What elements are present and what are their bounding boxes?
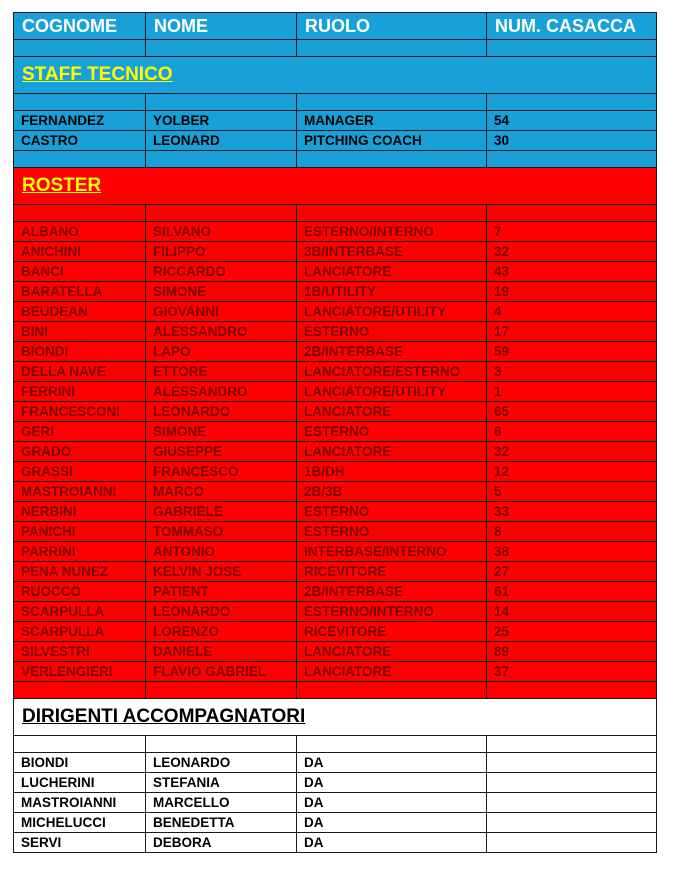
- table-row: [14, 242, 657, 262]
- table-row: [14, 482, 657, 502]
- num-casacca-cell: 7: [487, 222, 657, 242]
- num-casacca-cell: 33: [487, 502, 657, 522]
- table-row: [14, 602, 657, 622]
- team-list-body: [14, 13, 657, 853]
- empty-cell: [146, 151, 297, 168]
- nome-cell: LEONARDO: [146, 602, 297, 622]
- cognome-cell: PENA NUNEZ: [14, 562, 146, 582]
- num-casacca-cell: [487, 793, 657, 813]
- ruolo-cell: DA: [297, 793, 487, 813]
- num-casacca-cell: 30: [487, 131, 657, 151]
- nome-cell: LORENZO: [146, 622, 297, 642]
- nome-cell: GIOVANNI: [146, 302, 297, 322]
- nome-cell: KELVIN JOSE: [146, 562, 297, 582]
- empty-cell: [146, 94, 297, 111]
- num-casacca-cell: [487, 753, 657, 773]
- cognome-cell: SCARPULLA: [14, 602, 146, 622]
- header-num-casacca: NUM. CASACCA: [487, 13, 657, 40]
- nome-cell: LEONARD: [146, 131, 297, 151]
- empty-cell: [297, 151, 487, 168]
- table-row: [14, 622, 657, 642]
- num-casacca-cell: 3: [487, 362, 657, 382]
- empty-cell: [146, 40, 297, 57]
- table-row: [14, 502, 657, 522]
- cognome-cell: GRASSI: [14, 462, 146, 482]
- empty-cell: [297, 205, 487, 222]
- num-casacca-cell: 14: [487, 602, 657, 622]
- ruolo-cell: LANCIATORE/UTILITY: [297, 382, 487, 402]
- cognome-cell: VERLENGIERI: [14, 662, 146, 682]
- nome-cell: TOMMASO: [146, 522, 297, 542]
- header-ruolo: RUOLO: [297, 13, 487, 40]
- num-casacca-cell: 37: [487, 662, 657, 682]
- nome-cell: FLAVIO GABRIEL: [146, 662, 297, 682]
- num-casacca-cell: 54: [487, 111, 657, 131]
- nome-cell: GABRIELE: [146, 502, 297, 522]
- ruolo-cell: PITCHING COACH: [297, 131, 487, 151]
- empty-cell: [297, 94, 487, 111]
- section-dirigenti: [14, 699, 657, 736]
- empty-cell: [487, 94, 657, 111]
- nome-cell: SIMONE: [146, 282, 297, 302]
- ruolo-cell: DA: [297, 753, 487, 773]
- nome-cell: LEONARDO: [146, 402, 297, 422]
- cognome-cell: PANICHI: [14, 522, 146, 542]
- cognome-cell: BARATELLA: [14, 282, 146, 302]
- ruolo-cell: ESTERNO: [297, 422, 487, 442]
- empty-cell: [14, 151, 146, 168]
- table-row: [14, 402, 657, 422]
- num-casacca-cell: 61: [487, 582, 657, 602]
- cognome-cell: RUOCCO: [14, 582, 146, 602]
- num-casacca-cell: 65: [487, 402, 657, 422]
- empty-cell: [487, 736, 657, 753]
- nome-cell: LEONARDO: [146, 753, 297, 773]
- cognome-cell: CASTRO: [14, 131, 146, 151]
- ruolo-cell: ESTERNO: [297, 502, 487, 522]
- nome-cell: MARCO: [146, 482, 297, 502]
- ruolo-cell: LANCIATORE: [297, 402, 487, 422]
- cognome-cell: LUCHERINI: [14, 773, 146, 793]
- ruolo-cell: 3B/INTERBASE: [297, 242, 487, 262]
- cognome-cell: DELLA NAVE: [14, 362, 146, 382]
- nome-cell: YOLBER: [146, 111, 297, 131]
- cognome-cell: ALBANO: [14, 222, 146, 242]
- header-nome: NOME: [146, 13, 297, 40]
- nome-cell: SILVANO: [146, 222, 297, 242]
- table-row: [14, 813, 657, 833]
- nome-cell: GIUSEPPE: [146, 442, 297, 462]
- empty-cell: [297, 682, 487, 699]
- nome-cell: MARCELLO: [146, 793, 297, 813]
- ruolo-cell: DA: [297, 813, 487, 833]
- ruolo-cell: 1B/DH: [297, 462, 487, 482]
- table-row: [14, 422, 657, 442]
- ruolo-cell: LANCIATORE/UTILITY: [297, 302, 487, 322]
- cognome-cell: MASTROIANNI: [14, 793, 146, 813]
- section-title: STAFF TECNICO: [14, 57, 657, 94]
- table-row: [14, 562, 657, 582]
- num-casacca-cell: 12: [487, 462, 657, 482]
- num-casacca-cell: 19: [487, 282, 657, 302]
- table-row: [14, 111, 657, 131]
- spacer-row: [14, 205, 657, 222]
- nome-cell: ANTONIO: [146, 542, 297, 562]
- ruolo-cell: DA: [297, 833, 487, 853]
- nome-cell: DEBORA: [146, 833, 297, 853]
- cognome-cell: NERBINI: [14, 502, 146, 522]
- ruolo-cell: ESTERNO/INTERNO: [297, 602, 487, 622]
- table-row: [14, 362, 657, 382]
- ruolo-cell: ESTERNO: [297, 322, 487, 342]
- nome-cell: RICCARDO: [146, 262, 297, 282]
- cognome-cell: MASTROIANNI: [14, 482, 146, 502]
- table-row: [14, 462, 657, 482]
- empty-cell: [487, 682, 657, 699]
- nome-cell: FRANCESCO: [146, 462, 297, 482]
- nome-cell: ETTORE: [146, 362, 297, 382]
- header-cognome: COGNOME: [14, 13, 146, 40]
- num-casacca-cell: [487, 813, 657, 833]
- ruolo-cell: LANCIATORE: [297, 662, 487, 682]
- ruolo-cell: 2B/INTERBASE: [297, 342, 487, 362]
- table-row: [14, 642, 657, 662]
- nome-cell: FILIPPO: [146, 242, 297, 262]
- nome-cell: SIMONE: [146, 422, 297, 442]
- empty-cell: [146, 682, 297, 699]
- num-casacca-cell: 43: [487, 262, 657, 282]
- num-casacca-cell: 59: [487, 342, 657, 362]
- table-row: [14, 342, 657, 362]
- empty-cell: [14, 682, 146, 699]
- num-casacca-cell: 32: [487, 242, 657, 262]
- empty-cell: [487, 40, 657, 57]
- empty-cell: [14, 94, 146, 111]
- table-row: [14, 522, 657, 542]
- empty-cell: [297, 736, 487, 753]
- ruolo-cell: ESTERNO/INTERNO: [297, 222, 487, 242]
- table-row: [14, 542, 657, 562]
- table-row: [14, 302, 657, 322]
- ruolo-cell: RICEVITORE: [297, 562, 487, 582]
- section-roster: [14, 168, 657, 205]
- num-casacca-cell: 32: [487, 442, 657, 462]
- num-casacca-cell: 5: [487, 482, 657, 502]
- ruolo-cell: RICEVITORE: [297, 622, 487, 642]
- spacer-row: [14, 736, 657, 753]
- empty-cell: [146, 205, 297, 222]
- cognome-cell: FRANCESCONI: [14, 402, 146, 422]
- ruolo-cell: MANAGER: [297, 111, 487, 131]
- empty-cell: [146, 736, 297, 753]
- cognome-cell: FERNANDEZ: [14, 111, 146, 131]
- section-title: DIRIGENTI ACCOMPAGNATORI: [14, 699, 657, 736]
- num-casacca-cell: 1: [487, 382, 657, 402]
- ruolo-cell: LANCIATORE/ESTERNO: [297, 362, 487, 382]
- spacer-row: [14, 40, 657, 57]
- nome-cell: DANIELE: [146, 642, 297, 662]
- ruolo-cell: LANCIATORE: [297, 262, 487, 282]
- cognome-cell: GRADO: [14, 442, 146, 462]
- cognome-cell: BANCI: [14, 262, 146, 282]
- cognome-cell: SCARPULLA: [14, 622, 146, 642]
- num-casacca-cell: [487, 773, 657, 793]
- ruolo-cell: 1B/UTILITY: [297, 282, 487, 302]
- nome-cell: BENEDETTA: [146, 813, 297, 833]
- table-row: [14, 442, 657, 462]
- ruolo-cell: 2B/3B: [297, 482, 487, 502]
- table-row: [14, 382, 657, 402]
- num-casacca-cell: [487, 833, 657, 853]
- cognome-cell: ANICHINI: [14, 242, 146, 262]
- table-row: [14, 662, 657, 682]
- table-row: [14, 222, 657, 242]
- table-row: [14, 282, 657, 302]
- cognome-cell: BIONDI: [14, 753, 146, 773]
- num-casacca-cell: 38: [487, 542, 657, 562]
- num-casacca-cell: 89: [487, 642, 657, 662]
- empty-cell: [487, 205, 657, 222]
- ruolo-cell: INTERBASE/INTERNO: [297, 542, 487, 562]
- table-row: [14, 131, 657, 151]
- num-casacca-cell: 4: [487, 302, 657, 322]
- ruolo-cell: DA: [297, 773, 487, 793]
- empty-cell: [14, 205, 146, 222]
- spacer-row: [14, 151, 657, 168]
- nome-cell: PATIENT: [146, 582, 297, 602]
- num-casacca-cell: 27: [487, 562, 657, 582]
- num-casacca-cell: 25: [487, 622, 657, 642]
- nome-cell: ALESSANDRO: [146, 382, 297, 402]
- nome-cell: ALESSANDRO: [146, 322, 297, 342]
- cognome-cell: PARRINI: [14, 542, 146, 562]
- table-row: [14, 833, 657, 853]
- ruolo-cell: LANCIATORE: [297, 642, 487, 662]
- num-casacca-cell: 17: [487, 322, 657, 342]
- ruolo-cell: ESTERNO: [297, 522, 487, 542]
- section-title: ROSTER: [14, 168, 657, 205]
- nome-cell: LAPO: [146, 342, 297, 362]
- num-casacca-cell: 6: [487, 422, 657, 442]
- spacer-row: [14, 94, 657, 111]
- cognome-cell: FERRINI: [14, 382, 146, 402]
- table-row: [14, 262, 657, 282]
- ruolo-cell: 2B/INTERBASE: [297, 582, 487, 602]
- team-list-table: [13, 12, 657, 853]
- table-row: [14, 322, 657, 342]
- cognome-cell: BIONDI: [14, 342, 146, 362]
- header-row: [14, 13, 657, 40]
- cognome-cell: BEUDEAN: [14, 302, 146, 322]
- ruolo-cell: LANCIATORE: [297, 442, 487, 462]
- table-row: [14, 793, 657, 813]
- table-row: [14, 753, 657, 773]
- empty-cell: [487, 151, 657, 168]
- spacer-row: [14, 682, 657, 699]
- cognome-cell: GERI: [14, 422, 146, 442]
- table-row: [14, 773, 657, 793]
- cognome-cell: SILVESTRI: [14, 642, 146, 662]
- cognome-cell: BINI: [14, 322, 146, 342]
- cognome-cell: MICHELUCCI: [14, 813, 146, 833]
- empty-cell: [14, 736, 146, 753]
- nome-cell: STEFANIA: [146, 773, 297, 793]
- num-casacca-cell: 8: [487, 522, 657, 542]
- table-row: [14, 582, 657, 602]
- empty-cell: [14, 40, 146, 57]
- section-staff: [14, 57, 657, 94]
- empty-cell: [297, 40, 487, 57]
- cognome-cell: SERVI: [14, 833, 146, 853]
